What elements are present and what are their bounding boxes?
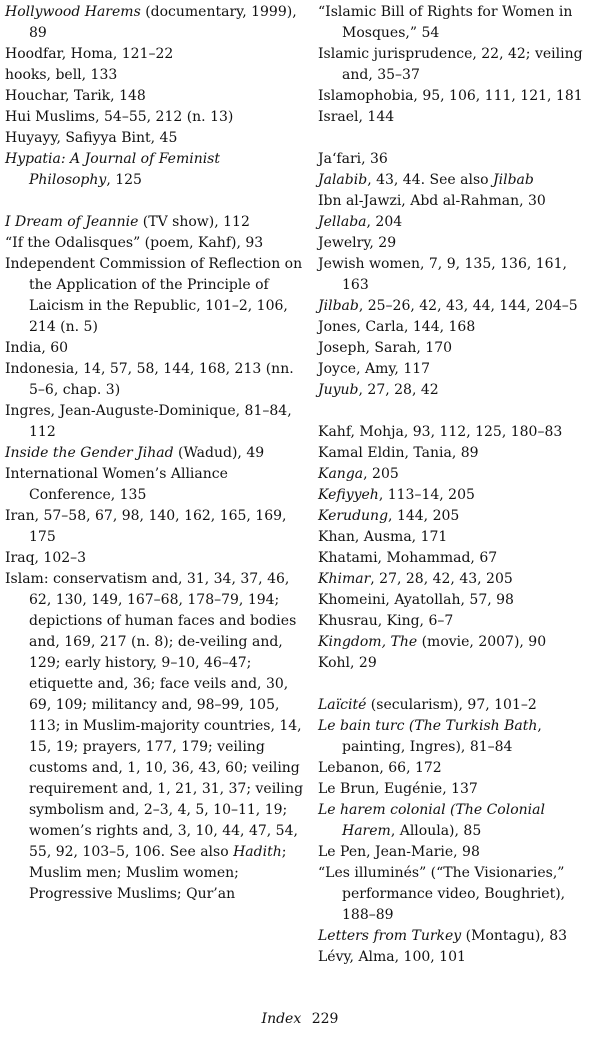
index-entry-text: Khatami, Mohammad, 67: [318, 550, 498, 566]
index-entry-text: , 27, 28, 42: [358, 382, 439, 398]
index-entry-italic-text: Jilbab: [318, 298, 359, 314]
index-entry: [318, 86, 598, 107]
index-entry-text: Le Brun, Eugénie, 137: [318, 781, 478, 797]
index-entry-italic-text: Jellaba: [318, 214, 367, 230]
index-entry-text: Ingres, Jean-Auguste-Dominique, 81–84, 112: [5, 403, 292, 440]
index-entry-text: Iran, 57–58, 67, 98, 140, 162, 165, 169, 175: [5, 508, 287, 545]
index-entry-text: Joyce, Amy, 117: [318, 361, 431, 377]
index-entry-text: Houchar, Tarik, 148: [5, 88, 146, 104]
index-entry-text: Jewelry, 29: [318, 235, 397, 251]
index-entry-text: (Wadud), 49: [173, 445, 265, 461]
index-entry-text: , 144, 205: [388, 508, 460, 524]
index-entry: [5, 443, 305, 464]
index-entry: [318, 926, 598, 947]
index-entry: [318, 695, 598, 716]
index-entry-text: , 27, 28, 42, 43, 205: [370, 571, 513, 587]
index-entry: [318, 758, 598, 779]
index-entry-italic-text: Jilbab: [493, 172, 534, 188]
index-entry: [5, 338, 305, 359]
index-entry: [318, 317, 598, 338]
index-entry: [5, 233, 305, 254]
index-entry: [5, 86, 305, 107]
index-entry-text: Iraq, 102–3: [5, 550, 87, 566]
index-entry-text: Khan, Ausma, 171: [318, 529, 448, 545]
letter-gap: [318, 401, 598, 422]
running-footer-label: Index: [261, 1011, 302, 1027]
index-entry-text: Israel, 144: [318, 109, 395, 125]
page-footer: [0, 1011, 600, 1027]
page-number: 229: [311, 1011, 339, 1027]
index-entry-text: Kamal Eldin, Tania, 89: [318, 445, 479, 461]
index-entry-text: “If the Odalisques” (poem, Kahf), 93: [5, 235, 264, 251]
index-entry: [5, 128, 305, 149]
index-entry: [318, 800, 598, 842]
index-entry: [5, 65, 305, 86]
index-entry-text: Kahf, Mohja, 93, 112, 125, 180–83: [318, 424, 563, 440]
index-entry-italic-text: Hadith: [233, 844, 282, 860]
index-entry: [318, 569, 598, 590]
index-entry-text: , painting, Ingres), 81–84: [342, 718, 542, 755]
index-entry-italic-text: Inside the Gender Jihad: [5, 445, 174, 461]
index-column-left: [5, 2, 305, 905]
index-entry: [318, 107, 598, 128]
index-entry: [318, 254, 598, 296]
index-entry: [5, 359, 305, 401]
letter-gap: [318, 128, 598, 149]
index-entry: [5, 506, 305, 548]
index-entry-italic-text: Hypatia: A Journal of Feminist Philosophy: [5, 151, 220, 188]
index-entry: [318, 380, 598, 401]
index-entry-text: , 113–14, 205: [378, 487, 475, 503]
index-entry: [318, 611, 598, 632]
index-entry-text: Jones, Carla, 144, 168: [318, 319, 476, 335]
index-entry: [5, 44, 305, 65]
index-entry-text: Islamophobia, 95, 106, 111, 121, 181: [318, 88, 583, 104]
index-entry: [318, 779, 598, 800]
index-entry: [318, 716, 598, 758]
index-entry-text: Khusrau, King, 6–7: [318, 613, 454, 629]
index-entry-text: Hoodfar, Homa, 121–22: [5, 46, 174, 62]
index-entry-text: (TV show), 112: [138, 214, 250, 230]
index-entry-text: Hui Muslims, 54–55, 212 (n. 13): [5, 109, 234, 125]
index-entry-text: Huyayy, Safiyya Bint, 45: [5, 130, 178, 146]
index-entry-italic-text: Jalabib: [318, 172, 368, 188]
index-entry: [318, 653, 598, 674]
index-entry: [318, 947, 598, 968]
index-entry: [318, 212, 598, 233]
index-entry-text: , Alloula), 85: [390, 823, 482, 839]
index-entry: [318, 2, 598, 44]
index-entry: [318, 548, 598, 569]
index-entry: [318, 338, 598, 359]
index-entry-italic-text: Letters from Turkey: [318, 928, 462, 944]
index-entry-text: Lebanon, 66, 172: [318, 760, 442, 776]
index-entry-text: Khomeini, Ayatollah, 57, 98: [318, 592, 514, 608]
letter-gap: [5, 191, 305, 212]
index-entry: [318, 632, 598, 653]
index-entry-text: Lévy, Alma, 100, 101: [318, 949, 466, 965]
index-entry-italic-text: Juyub: [318, 382, 359, 398]
index-entry: [318, 527, 598, 548]
index-entry-italic-text: Laïcité: [318, 697, 367, 713]
index-entry-text: (movie, 2007), 90: [417, 634, 547, 650]
index-entry-text: Ja‘fari, 36: [318, 151, 388, 167]
index-entry: [318, 296, 598, 317]
index-entry: [318, 485, 598, 506]
index-entry-text: Islam: conservatism and, 31, 34, 37, 46, 62, 130, 149, 167–68, 178–79, 194; depictions of human faces and bodies and, 169, 217 (n. 8); de-veiling and, 129; early history, 9–10, 46–47; etiquette and, 36; face veils and, 30, 69, 109; militancy and, 98–99, 105, 113; in Muslim-majority countries, 14, 15, 19; prayers, 177, 179; veiling customs and, 1, 10, 36, 43, 60; veiling requirement and, 1, 21, 31, 37; veiling symbolism and, 2–3, 4, 5, 10–11, 19; women’s rights and, 3, 10, 44, 47, 54, 55, 92, 103–5, 106. See also: [5, 571, 304, 860]
index-entry-text: , 43, 44. See also: [367, 172, 494, 188]
index-column-right: [318, 2, 598, 968]
index-entry: [318, 359, 598, 380]
index-entry-italic-text: Kefiyyeh: [318, 487, 379, 503]
index-entry-text: , 125: [106, 172, 142, 188]
index-entry-text: , 205: [363, 466, 399, 482]
index-entry-italic-text: Le harem colonial (The Colonial Harem: [318, 802, 545, 839]
index-entry: [318, 506, 598, 527]
index-entry: [5, 254, 305, 338]
index-entry-text: International Women’s Alliance Conference, 135: [5, 466, 228, 503]
index-entry-italic-text: Kingdom, The: [318, 634, 418, 650]
index-entry: [5, 149, 305, 191]
index-entry: [318, 590, 598, 611]
index-entry: [5, 548, 305, 569]
index-entry-text: “Islamic Bill of Rights for Women in Mosques,” 54: [318, 4, 573, 41]
index-entry-text: Jewish women, 7, 9, 135, 136, 161, 163: [318, 256, 567, 293]
index-entry: [318, 422, 598, 443]
index-entry-italic-text: Kanga: [318, 466, 364, 482]
index-entry-italic-text: Hollywood Harems: [5, 4, 141, 20]
index-entry-text: Le Pen, Jean-Marie, 98: [318, 844, 480, 860]
index-entry-text: (Montagu), 83: [461, 928, 568, 944]
index-entry-text: India, 60: [5, 340, 69, 356]
index-entry: [318, 842, 598, 863]
index-entry: [318, 170, 598, 191]
index-entry-text: ; Muslim men; Muslim women; Progressive Muslims; Qur’an: [29, 844, 287, 902]
index-entry: [5, 107, 305, 128]
index-entry: [318, 149, 598, 170]
index-entry-text: Ibn al-Jawzi, Abd al-Rahman, 30: [318, 193, 546, 209]
index-entry-text: Islamic jurisprudence, 22, 42; veiling and, 35–37: [318, 46, 583, 83]
index-entry: [318, 443, 598, 464]
index-entry-text: hooks, bell, 133: [5, 67, 118, 83]
index-entry-italic-text: I Dream of Jeannie: [5, 214, 139, 230]
index-entry-text: (documentary, 1999), 89: [29, 4, 297, 41]
index-entry: [5, 2, 305, 44]
index-entry-text: , 25–26, 42, 43, 44, 144, 204–5: [358, 298, 578, 314]
index-entry-text: Indonesia, 14, 57, 58, 144, 168, 213 (nn. 5–6, chap. 3): [5, 361, 294, 398]
index-entry: [318, 191, 598, 212]
index-entry-text: , 204: [366, 214, 403, 230]
index-entry-italic-text: Khimar: [318, 571, 371, 587]
index-entry: [5, 401, 305, 443]
index-entry: [5, 212, 305, 233]
index-entry-text: (secularism), 97, 101–2: [366, 697, 537, 713]
index-entry-italic-text: Le bain turc (The Turkish Bath: [318, 718, 538, 734]
index-entry: [5, 464, 305, 506]
index-entry-italic-text: Kerudung: [318, 508, 389, 524]
index-entry: [318, 233, 598, 254]
index-entry-text: “Les illuminés” (“The Visionaries,” performance video, Boughriet), 188–89: [318, 865, 566, 923]
index-entry-text: Joseph, Sarah, 170: [318, 340, 453, 356]
index-entry-text: Kohl, 29: [318, 655, 377, 671]
index-entry: [318, 863, 598, 926]
index-entry: [318, 464, 598, 485]
index-entry-text: Independent Commission of Reflection on the Application of the Principle of Laicism in the Republic, 101–2, 106, 214 (n. 5): [5, 256, 303, 335]
index-entry: [318, 44, 598, 86]
index-entry: [5, 569, 305, 905]
letter-gap: [318, 674, 598, 695]
